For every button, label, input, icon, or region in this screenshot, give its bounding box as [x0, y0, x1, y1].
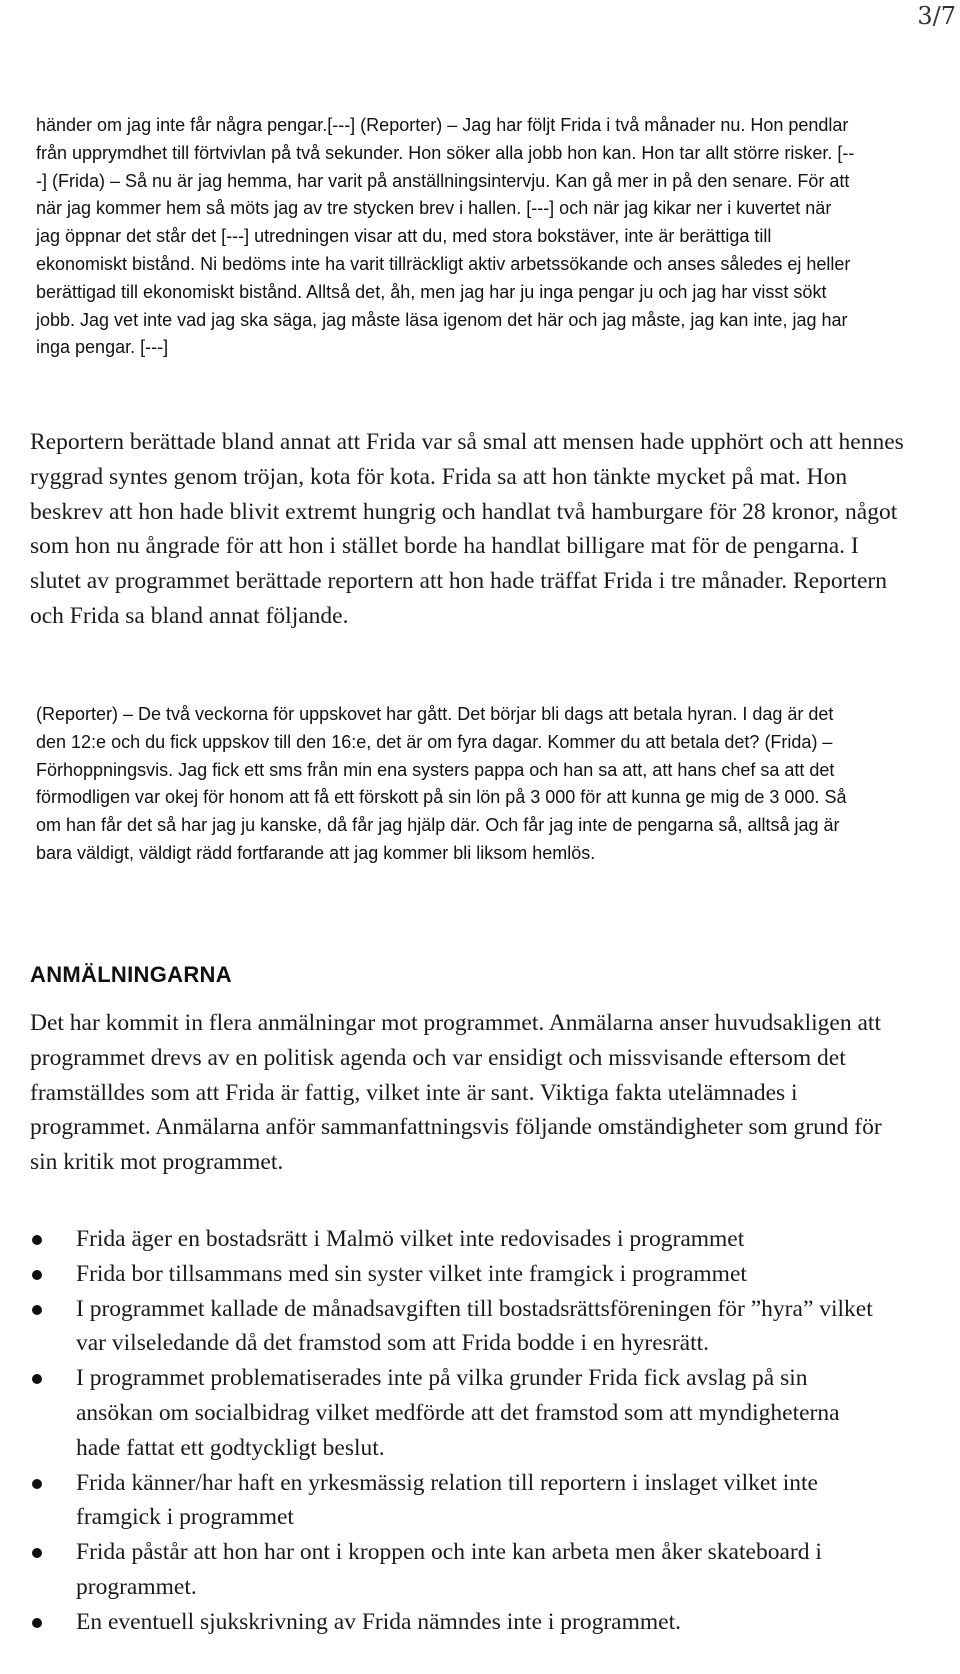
bullet-icon	[32, 1374, 42, 1384]
bullet-list	[26, 1222, 886, 1640]
quote-block-2: (Reporter) – De två veckorna för uppskovet har gått. Det börjar bli dags att betala hyran. I dag är det den 12:e och du fick uppskov till den 16:e, det är om fyra dagar. Kommer du att betala det? (Frida) – Förhoppningsvis. Jag fick ett sms från min ena systers pappa och han sa att, att hans chef sa att det förmodligen var okej för honom att få ett förskott på sin lön på 3 000 för att kunna ge mig de 3 000. Så om han får det så har jag ju kanske, då får jag hjälp där. Och får jag inte de pengarna så, alltså jag är bara väldigt, väldigt rädd fortfarande att jag kommer bli liksom hemlös.	[36, 704, 847, 863]
bullet-text: Frida känner/har haft en yrkesmässig relation till reportern i inslaget vilket inte framgick i programmet	[76, 1469, 818, 1531]
bullet-item	[26, 1222, 886, 1257]
bullet-item	[26, 1361, 886, 1465]
paragraph-2: Det har kommit in flera anmälningar mot programmet. Anmälarna anser huvudsakligen att programmet drevs av en politisk agenda och var ensidigt och missvisande eftersom det framställdes som att Frida är fattig, vilket inte är sant. Viktiga fakta utelämnades i programmet. Anmälarna anför sammanfattningsvis följande omständigheter som grund för sin kritik mot programmet.	[30, 1010, 882, 1176]
bullet-text: Frida äger en bostadsrätt i Malmö vilket inte redovisades i programmet	[76, 1226, 745, 1252]
section-heading: ANMÄLNINGARNA	[30, 962, 232, 987]
bullet-text: Frida påstår att hon har ont i kroppen och inte kan arbeta men åker skateboard i programmet.	[76, 1539, 822, 1600]
bullet-icon	[32, 1548, 42, 1558]
bullet-text: I programmet kallade de månadsavgiften till bostadsrättsföreningen för ”hyra” vilket var vilseledande då det framstod som att Frida bodde i en hyresrätt.	[76, 1295, 873, 1357]
bullet-item	[26, 1605, 886, 1640]
bullet-item	[26, 1292, 886, 1362]
bullet-item	[26, 1466, 886, 1536]
bullet-icon	[32, 1479, 42, 1489]
page-number: 3/7	[917, 2, 956, 30]
bullet-icon	[32, 1235, 42, 1245]
bullet-icon	[32, 1618, 42, 1628]
bullet-text: I programmet problematiserades inte på vilka grunder Frida fick avslag på sin ansökan om socialbidrag vilket medförde att det framstod som att myndigheterna hade fattat ett godtyckligt beslut.	[76, 1365, 840, 1461]
bullet-icon	[32, 1305, 42, 1315]
paragraph-1: Reportern berättade bland annat att Frida var så smal att mensen hade upphört och att hennes ryggrad syntes genom tröjan, kota för kota. Frida sa att hon tänkte mycket på mat. Hon beskrev att hon hade blivit extremt hungrig och handlat två hamburgare för 28 kronor, något som hon nu ångrade för att hon i stället borde ha handlat billigare mat för de pengarna. I slutet av programmet berättade reportern att hon hade träffat Frida i tre månader. Reportern och Frida sa bland annat följande.	[30, 429, 904, 629]
quote-block-1: händer om jag inte får några pengar.[---] (Reporter) – Jag har följt Frida i två månader nu. Hon pendlar från upprymdhet till förtvivlan på två sekunder. Hon söker alla jobb hon kan. Hon tar allt större risker. [---] (Frida) – Så nu är jag hemma, har varit på anställningsintervju. Kan gå mer in på den senare. För att när jag kommer hem så möts jag av tre stycken brev i hallen. [---] och när jag kikar ner i kuvertet när jag öppnar det står det [---] utredningen visar att du, med stora bokstäver, inte är berättiga till ekonomiskt bistånd. Ni bedöms inte ha varit tillräckligt aktiv arbetssökande och anses således ej heller berättigad till ekonomiskt bistånd. Alltså det, åh, men jag har ju inga pengar ju och jag har visst sökt jobb. Jag vet inte vad jag ska säga, jag måste läsa igenom det här och jag måste, jag kan inte, jag har inga pengar. [---]	[36, 115, 855, 358]
bullet-text: Frida bor tillsammans med sin syster vilket inte framgick i programmet	[76, 1260, 747, 1287]
bullet-icon	[32, 1270, 42, 1280]
bullet-item	[26, 1257, 886, 1292]
bullet-text: En eventuell sjukskrivning av Frida nämndes inte i programmet.	[76, 1608, 681, 1635]
bullet-item	[26, 1535, 886, 1605]
